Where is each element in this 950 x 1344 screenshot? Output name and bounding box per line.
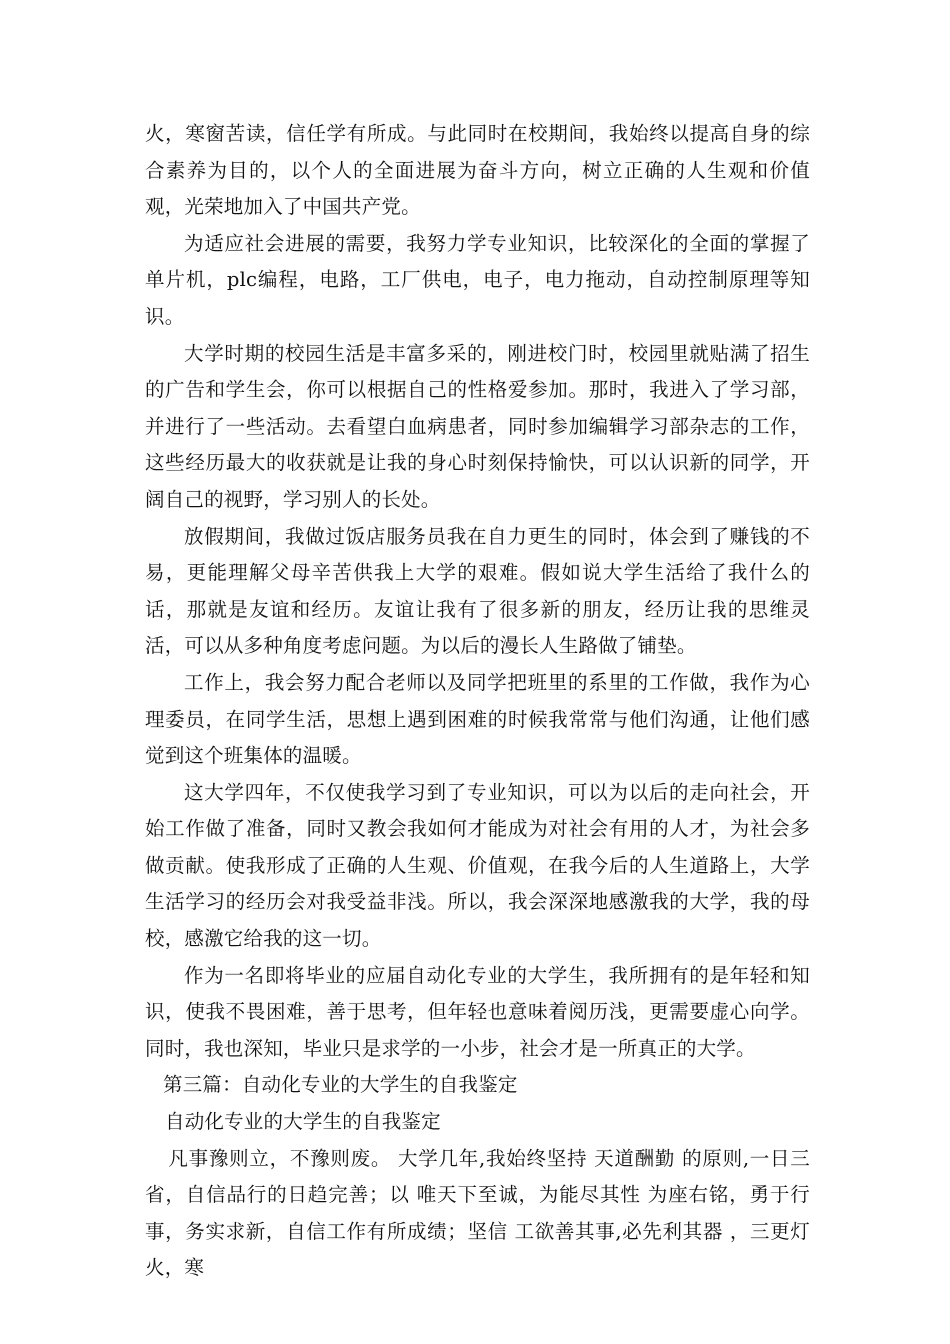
section-heading: 第三篇：自动化专业的大学生的自我鉴定: [163, 1073, 518, 1097]
section-title: 自动化专业的大学生的自我鉴定: [165, 1110, 441, 1134]
section-paragraph: 凡事豫则立，不豫则废。 大学几年,我始终坚持 天道酬勤 的原则,一日三省，自信品行的日趋完善；以 唯天下至诚，为能尽其性 为座右铭，勇于行事，务实求新，自信工作有所成绩；坚信 工欲善其事,必先利其器 ，三更灯火，寒: [145, 1146, 810, 1280]
paragraph-5: 工作上，我会努力配合老师以及同学把班里的系里的工作做，我作为心理委员，在同学生活，思想上遇到困难的时候我常常与他们沟通，让他们感觉到这个班集体的温暖。: [145, 670, 810, 768]
paragraph-3: 大学时期的校园生活是丰富多采的，刚进校门时，校园里就贴满了招生的广告和学生会，你可以根据自己的性格爱参加。那时，我进入了学习部，并进行了一些活动。去看望白血病患者，同时参加编辑学习部杂志的工作，这些经历最大的收获就是让我的身心时刻保持愉快，可以认识新的同学，开阔自己的视野，学习别人的长处。: [145, 341, 810, 511]
paragraph-6: 这大学四年，不仅使我学习到了专业知识，可以为以后的走向社会，开始工作做了准备，同时又教会我如何才能成为对社会有用的人才，为社会多做贡献。使我形成了正确的人生观、价值观，在我今后的人生道路上，大学生活学习的经历会对我受益非浅。所以，我会深深地感激我的大学，我的母校，感激它给我的这一切。: [145, 780, 810, 951]
paragraph-2: 为适应社会进展的需要，我努力学专业知识，比较深化的全面的掌握了单片机，plc编程，电路，工厂供电，电子，电力拖动，自动控制原理等知识。: [145, 231, 810, 328]
paragraph-1: 火，寒窗苦读，信任学有所成。与此同时在校期间，我始终以提高自身的综合素养为目的，以个人的全面进展为奋斗方向，树立正确的人生观和价值观，光荣地加入了中国共产党。: [145, 122, 810, 219]
document-body: [145, 116, 810, 1287]
paragraph-4: 放假期间，我做过饭店服务员我在自力更生的同时，体会到了赚钱的不易，更能理解父母辛苦供我上大学的艰难。假如说大学生活给了我什么的话，那就是友谊和经历。友谊让我有了很多新的朋友，经历让我的思维灵活，可以从多种角度考虑问题。为以后的漫长人生路做了铺垫。: [145, 524, 810, 658]
paragraph-7: 作为一名即将毕业的应届自动化专业的大学生，我所拥有的是年轻和知识，使我不畏困难，善于思考，但年轻也意味着阅历浅，更需要虚心向学。同时，我也深知，毕业只是求学的一小步，社会才是一所真正的大学。: [145, 963, 810, 1060]
